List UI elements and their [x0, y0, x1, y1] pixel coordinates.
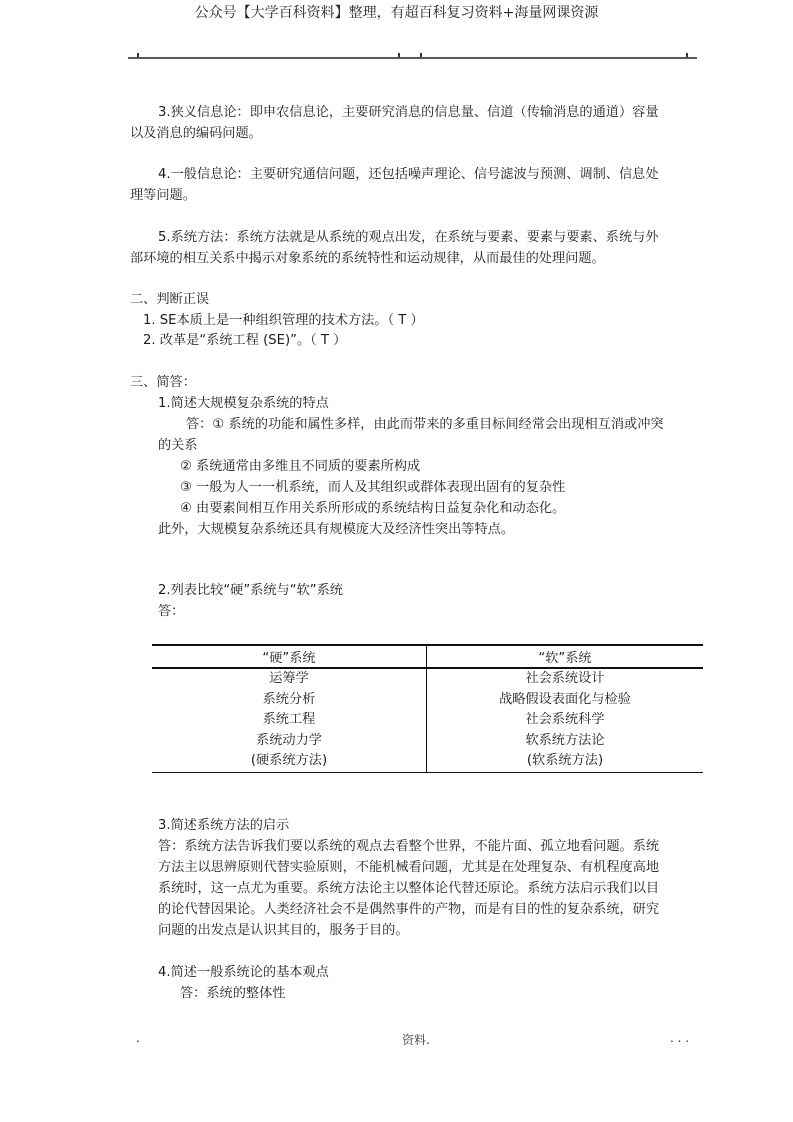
table-cell: 战略假设表面化与检验 — [499, 691, 631, 707]
header-divider — [128, 57, 697, 59]
top-banner: 公众号【大学百科资料】整理，有超百科复习资料+海量网课资源 — [194, 5, 599, 21]
item4-line1: 4.一般信息论：主要研究通信问题，还包括噪声理论、信号滤波与预测、调制、信息处 — [158, 167, 659, 182]
table-row — [152, 690, 703, 711]
table-row — [152, 731, 703, 752]
item3-line2: 以及消息的编码问题。 — [130, 126, 262, 141]
hard-soft-comparison-table — [152, 644, 703, 773]
header-tick-mark — [398, 53, 400, 57]
q1-point: ② 系统通常由多维且不同质的要素所构成 — [180, 459, 421, 474]
q2-title: 2.列表比较“硬”系统与“软”系统 — [158, 583, 343, 598]
table-cell: 系统工程 — [152, 710, 427, 731]
header-tick-mark — [420, 53, 422, 57]
table-cell: 系统分析 — [152, 690, 427, 711]
q3-title: 3.简述系统方法的启示 — [158, 818, 290, 833]
table-cell: 运筹学 — [152, 668, 427, 690]
table-cell: (硬系统方法) — [152, 751, 427, 772]
q3-answer-line: 的论代替因果论。人类经济社会不是偶然事件的产物，而是有目的性的复杂系统，研究 — [158, 902, 660, 917]
table-row — [152, 710, 703, 731]
q1-summary: 此外，大规模复杂系统还具有规模庞大及经济性突出等特点。 — [158, 522, 515, 537]
q3-answer-line: 答：系统方法告诉我们要以系统的观点去看整个世界，不能片面、孤立地看问题。系统 — [158, 839, 660, 854]
item4-line2: 理等问题。 — [130, 188, 196, 203]
q1-point: ③ 一般为人一一机系统，而人及其组织或群体表现出固有的复杂性 — [180, 480, 566, 495]
q4-title: 4.简述一般系统论的基本观点 — [158, 965, 329, 980]
q1-point: ④ 由要素间相互作用关系所形成的系统结构日益复杂化和动态化。 — [180, 501, 566, 516]
item5-line2: 部环境的相互关系中揭示对象系统的系统特性和运动规律，从而最佳的处理问题。 — [130, 251, 605, 266]
footer-left-mark: . — [136, 1031, 140, 1045]
q4-answer: 答：系统的整体性 — [180, 986, 286, 1001]
footer-right-mark: . . . — [670, 1031, 690, 1045]
table-cell: 社会系统科学 — [525, 712, 605, 727]
table-cell: 系统动力学 — [152, 731, 427, 752]
table-header-hard: “硬”系统 — [152, 645, 427, 668]
section2-heading: 二、判断正误 — [130, 292, 210, 307]
q3-answer-line: 问题的出发点是认识其目的，服务于目的。 — [158, 923, 409, 938]
q2-answer-label: 答： — [158, 604, 185, 619]
header-tick-mark — [137, 53, 139, 57]
table-row — [152, 751, 703, 772]
table-header-soft: “软”系统 — [427, 645, 704, 668]
item5-line1: 5.系统方法：系统方法就是从系统的观点出发，在系统与要素、要素与要素、系统与外 — [158, 230, 659, 245]
q1-answer-line1: 答：① 系统的功能和属性多样，由此而带来的多重目标间经常会出现相互消或冲突 — [186, 417, 664, 432]
table-cell: (软系统方法) — [427, 751, 704, 772]
table-header-row — [152, 645, 703, 668]
q3-answer-line: 方法主以思辨原则代替实验原则，不能机械看问题，尤其是在处理复杂、有机程度高地 — [158, 860, 660, 875]
judgement-item: 2. 改革是“系统工程 (SE)”。（ T ） — [143, 333, 347, 348]
header-tick-mark — [686, 53, 688, 57]
q3-answer-line: 系统时，这一点尤为重要。系统方法论主以整体论代替还原论。系统方法启示我们以目 — [158, 881, 660, 896]
judgement-item: 1. SE本质上是一种组织管理的技术方法。（ T ） — [143, 313, 424, 328]
table-row — [152, 668, 703, 690]
q1-answer-line2: 的关系 — [158, 438, 198, 453]
item3-line1: 3.狭义信息论：即申农信息论，主要研究消息的信息量、信道（传输消息的通道）容量 — [158, 105, 659, 120]
table-cell: 软系统方法论 — [525, 732, 605, 748]
table-cell: 社会系统设计 — [525, 671, 605, 686]
section3-heading: 三、简答： — [130, 375, 196, 390]
q1-title: 1.简述大规模复杂系统的特点 — [158, 396, 329, 411]
footer-center-text: 资料. — [402, 1033, 430, 1047]
